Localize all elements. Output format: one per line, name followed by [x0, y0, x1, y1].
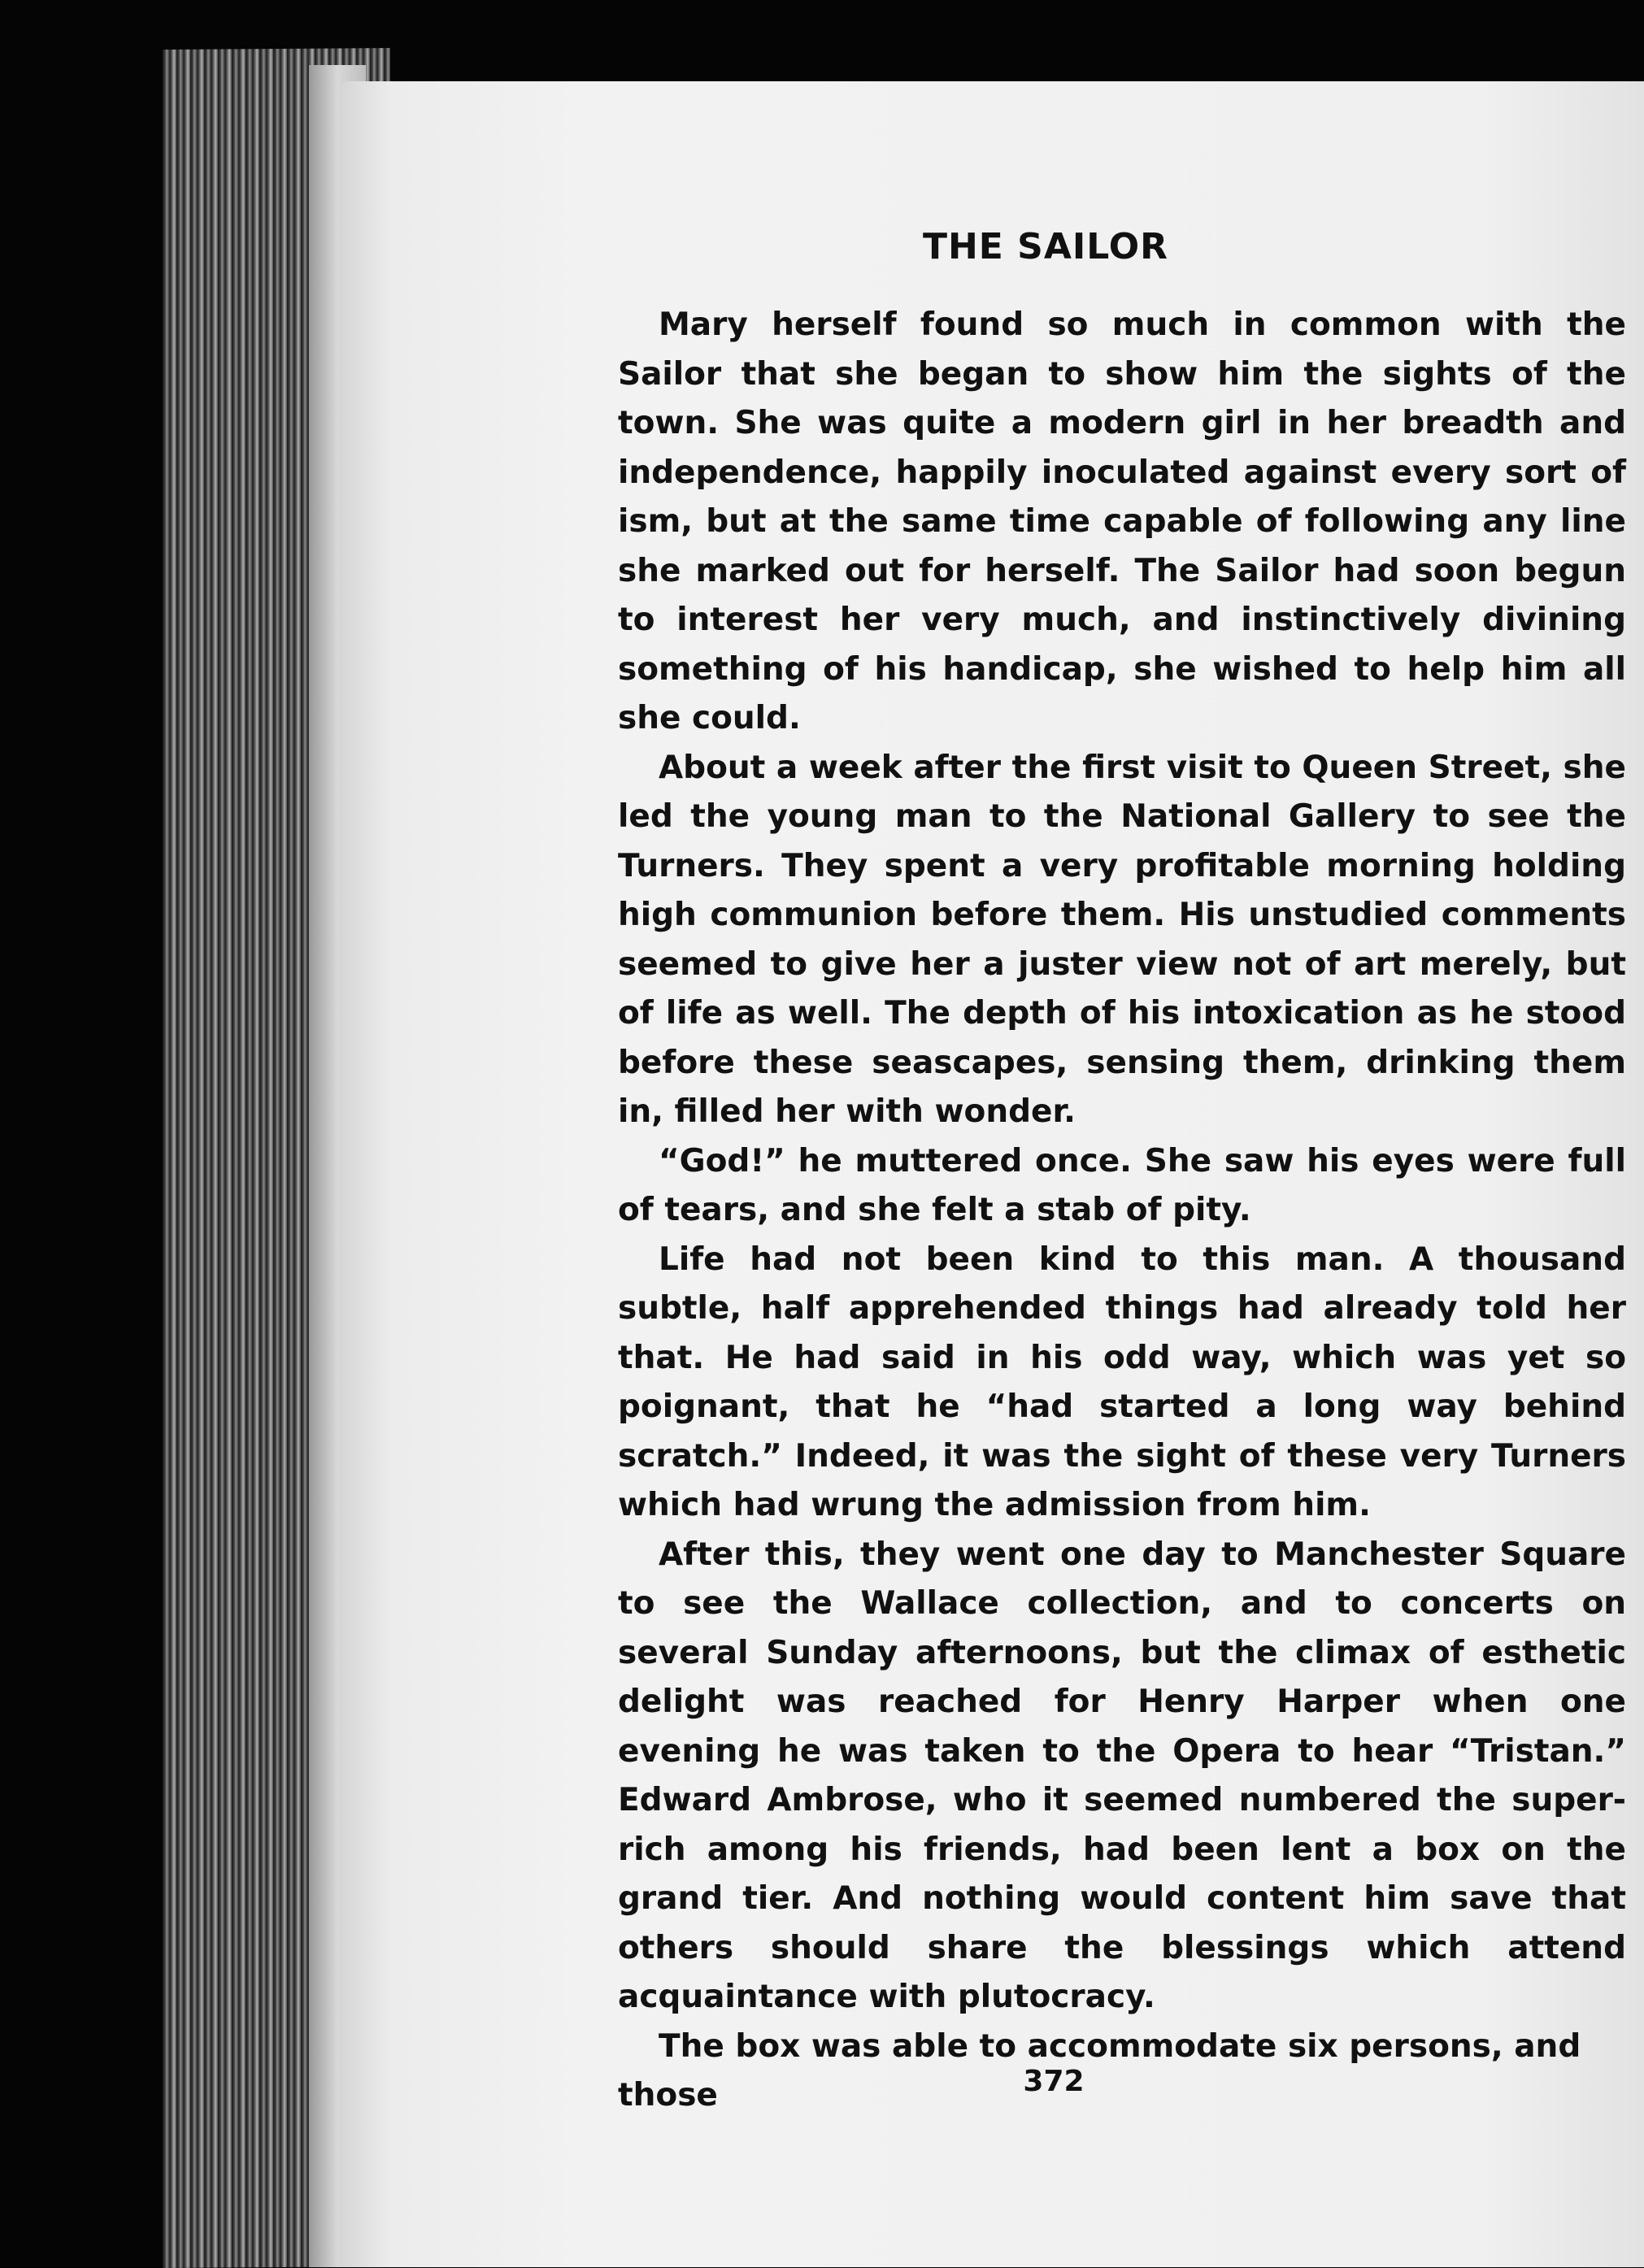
page-number: 372 [1023, 2065, 1085, 2098]
running-head: THE SAILOR [922, 226, 1169, 267]
paragraph-1: Mary herself found so much in common with the Sailor that she began to show him the sights of the town. She was quite a modern girl in her breadth and independence, happily inoculated against every sort of ism, but at the same time capable of following any line she marked out for herself. The Sailor had soon begun to interest her very much, and instinctively divining something of his handicap, she wished to help him all she could. [618, 306, 1626, 736]
paragraph-4: Life had not been kind to this man. A thousand subtle, half apprehended things had already told her that. He had said in his odd way, which was yet so poignant, that he “had started a long way behind scratch.” Indeed, it was the sight of these very Turners which had wrung the admission from him. [618, 1240, 1626, 1523]
paragraph-5: After this, they went one day to Manchester Square to see the Wallace collection, and to concerts on several Sunday afternoons, but the climax of esthetic delight was reached for Henry Harper when one evening he was taken to the Opera to hear “Tristan.” Edward Ambrose, who it seemed numbered the super-rich among his friends, had been lent a box on the grand tier. And nothing would content him save that others should share the blessings which attend acquaintance with plutocracy. [618, 1536, 1626, 2015]
body-text [618, 301, 1626, 2121]
paragraph-6: The box was able to accommodate six persons, and those [618, 2027, 1581, 2114]
book-page [341, 81, 1644, 2267]
paragraph-3: “God!” he muttered once. She saw his eyes were full of tears, and she felt a stab of pity. [618, 1142, 1626, 1228]
paragraph-2: About a week after the first visit to Queen Street, she led the young man to the National Gallery to see the Turners. They spent a very profitable morning holding high communion before them. His unstudied comments seemed to give her a juster view not of art merely, but of life as well. The depth of his intoxication as he stood before these seascapes, sensing them, drinking them in, filled her with wonder. [618, 749, 1626, 1130]
